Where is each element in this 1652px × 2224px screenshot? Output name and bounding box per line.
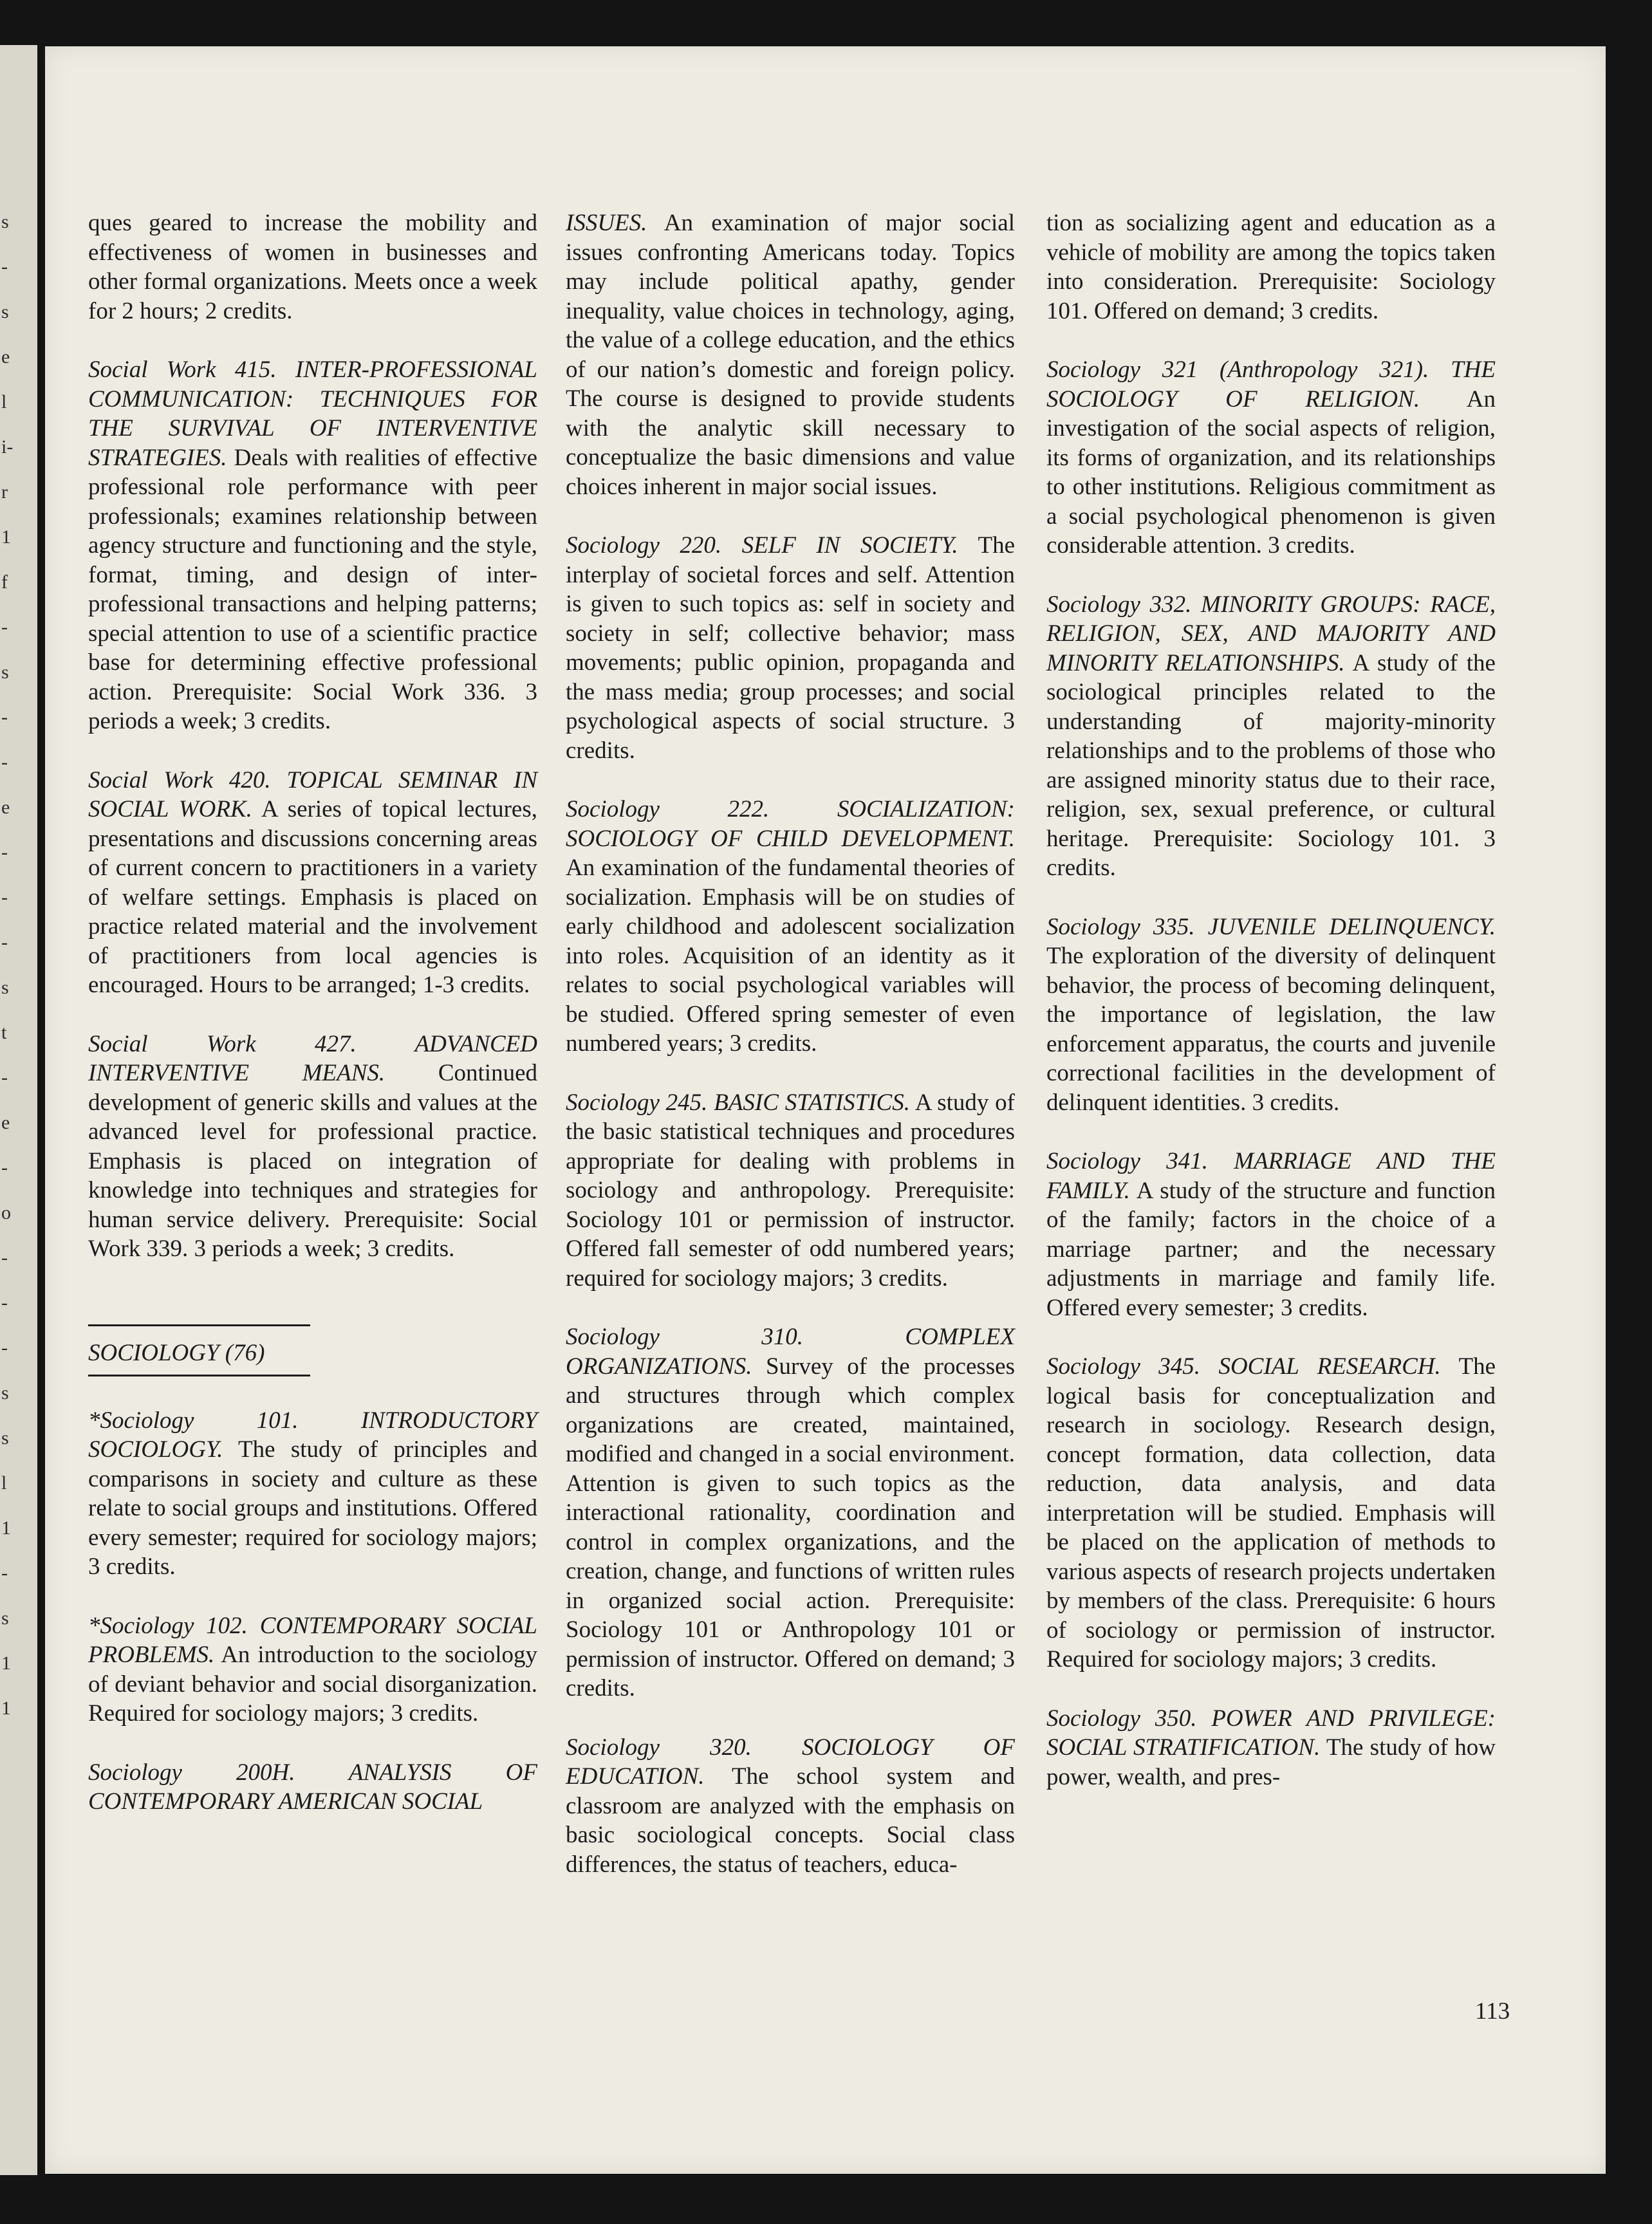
course-description: A study of the basic statistical techniques and procedures appropriate for dealing with problems in sociology and anthropology. Prerequisite: Sociology 101 or permission of instructor. Offered fall semester of odd numbered years; required for sociology majors; 3 credits. <box>566 1089 1015 1292</box>
course-entry-soc335 <box>1046 913 1496 1118</box>
column-left <box>88 208 537 1846</box>
column-middle <box>566 208 1015 1909</box>
course-title: Sociology 332. MINORITY GROUPS: RACE, RELIGION, SEX, AND MAJORITY AND MINORITY RELATIONSHIPS. <box>1046 591 1496 676</box>
course-entry-soc102 <box>88 1611 537 1728</box>
course-title: Social Work 427. ADVANCED INTERVENTIVE MEANS. <box>88 1030 537 1086</box>
course-entry-soc341 <box>1046 1147 1496 1322</box>
course-description: A study of the sociological principles related to the understanding of majority-minority relationships and to the problems of those who are assigned minority status due to their race, religion, sex, sexual preference, or cultural heritage. Prerequisite: Sociology 101. 3 credits. <box>1046 649 1496 881</box>
course-title: Sociology 320. SOCIOLOGY OF EDUCATION. <box>566 1734 1015 1790</box>
page-number: 113 <box>1475 1998 1510 2025</box>
course-entry-soc200h-continued <box>566 208 1015 501</box>
course-description: An investigation of the social aspects of religion, its forms of organization, and its relationships to other institutions. Religious commitment as a social psychological phenomenon is given considerable attention. 3 credits. <box>1046 385 1496 559</box>
course-description: Deals with realities of effective professional role performance with peer professionals; examines relationship between agency structure and functioning and the style, format, timing, and design of inter-professional transactions and helping patterns; special attention to use of a scientific practice base for determining effective professional action. Prerequisite: Social Work 336. 3 periods a week; 3 credits. <box>88 444 537 734</box>
course-title: *Sociology 101. INTRODUCTORY SOCIOLOGY. <box>88 1407 537 1463</box>
course-title: Sociology 350. POWER AND PRIVILEGE: SOCIAL STRATIFICATION. <box>1046 1705 1496 1761</box>
course-description: The study of principles and comparisons in society and culture as these relate to social groups and institutions. Offered every semester; required for sociology majors; 3 credits. <box>88 1436 537 1580</box>
adjacent-page-edge <box>0 45 37 2175</box>
course-title: Sociology 245. BASIC STATISTICS. <box>566 1089 910 1116</box>
course-entry-soc101 <box>88 1406 537 1582</box>
section-heading-sociology: SOCIOLOGY (76) <box>88 1324 310 1376</box>
course-description: The exploration of the diversity of delinquent behavior, the process of becoming delinquent, the importance of legislation, the law enforcement apparatus, the courts and juvenile correctional facilities in the development of delinquent identities. 3 credits. <box>1046 943 1496 1116</box>
course-description: A study of the structure and function of the family; factors in the choice of a marriage partner; and the necessary adjustments in marriage and family life. Offered every semester; 3 credits. <box>1046 1177 1496 1321</box>
course-title: Sociology 200H. ANALYSIS OF CONTEMPORARY AMERICAN SOCIAL <box>88 1759 537 1815</box>
course-description: The interplay of societal forces and self. Attention is given to such topics as: self in society and society in self; collective behavior; mass movements; public opinion, propaganda and the mass media; group processes; and social psychological aspects of social structure. 3 credits. <box>566 532 1015 764</box>
course-title: Sociology 222. SOCIALIZATION: SOCIOLOGY OF CHILD DEVELOPMENT. <box>566 796 1015 852</box>
course-entry-soc332 <box>1046 590 1496 883</box>
course-entry-soc345 <box>1046 1352 1496 1674</box>
continued-entry-text: tion as socializing agent and education as a vehicle of mobility are among the topics taken into consideration. Prerequisite: Sociology 101. Offered on demand; 3 credits. <box>1046 210 1496 324</box>
course-description: Continued development of generic skills and values at the advanced level for professional practice. Emphasis is placed on integration of knowledge into techniques and strategies for human service delivery. Prerequisite: Social Work 339. 3 periods a week; 3 credits. <box>88 1060 537 1262</box>
adjacent-page-text-fragments: s - s e l i- r 1 f - s - - e - - - s t - e - o - - - s s l 1 - s 1 1 <box>1 211 14 1719</box>
course-title: Social Work 420. TOPICAL SEMINAR IN SOCIAL WORK. <box>88 766 537 822</box>
course-title: Sociology 321 (Anthropology 321). THE SOCIOLOGY OF RELIGION. <box>1046 357 1496 412</box>
course-title: *Sociology 102. CONTEMPORARY SOCIAL PROBLEMS. <box>88 1612 537 1668</box>
course-entry-soc220 <box>566 531 1015 765</box>
course-entry-soc200h <box>88 1758 537 1817</box>
course-description: Survey of the processes and structures through which complex organizations are created, maintained, modified and changed in a social environment. Attention is given to such topics as the interactional rationality, coordination and control in complex organizations, and the creation, change, and functions of written rules in organized social action. Prerequisite: Sociology 101 or Anthropology 101 or permission of instructor. Offered on demand; 3 credits. <box>566 1353 1015 1701</box>
course-title: Sociology 345. SOCIAL RESEARCH. <box>1046 1353 1441 1380</box>
course-entry-sw420 <box>88 766 537 1000</box>
course-entry-soc350 <box>1046 1704 1496 1792</box>
course-entry-soc310 <box>566 1322 1015 1703</box>
course-description: A series of topical lectures, presentations and discussions concerning areas of current concern to practitioners in a variety of welfare settings. Emphasis is placed on practice related material and the involvement of practitioners from local agencies is encouraged. Hours to be arranged; 1-3 credits. <box>88 796 537 998</box>
course-entry-sw415 <box>88 355 537 736</box>
course-title: Sociology 341. MARRIAGE AND THE FAMILY. <box>1046 1148 1496 1204</box>
course-description: The school system and classroom are analyzed with the emphasis on basic sociological concepts. Social class differences, the status of teachers, educa- <box>566 1763 1015 1878</box>
course-description: The logical basis for conceptualization and research in sociology. Research design, concept formation, data collection, data reduction, data analysis, and data interpretation will be studied. Emphasis will be placed on the application of methods to various aspects of research projects undertaken by members of the class. Prerequisite: 6 hours of sociology or permission of instructor. Required for sociology majors; 3 credits. <box>1046 1353 1496 1673</box>
course-description: An examination of the fundamental theories of socialization. Emphasis will be on studies of early childhood and adolescent socialization into roles. Acquisition of an identity as it relates to social psychological variables will be studied. Offered spring semester of even numbered years; 3 credits. <box>566 855 1015 1057</box>
course-entry-soc245 <box>566 1088 1015 1293</box>
catalog-page <box>45 46 1606 2174</box>
course-entry-sw427 <box>88 1030 537 1264</box>
column-right <box>1046 208 1496 1821</box>
course-entry-soc320 <box>566 1733 1015 1880</box>
course-title: Social Work 415. INTER-PROFESSIONAL COMMUNICATION: TECHNIQUES FOR THE SURVIVAL OF INTERVENTIVE STRATEGIES. <box>88 357 537 471</box>
course-description: An introduction to the sociology of deviant behavior and social disorganization. Required for sociology majors; 3 credits. <box>88 1642 537 1727</box>
course-title: Sociology 220. SELF IN SOCIETY. <box>566 532 958 559</box>
course-title: ISSUES. <box>566 210 647 236</box>
course-description: An examination of major social issues confronting Americans today. Topics may include political apathy, gender inequality, value choices in technology, aging, the value of a college education, and the ethics of our nation’s domestic and foreign policy. The course is designed to provide students with the analytic skill necessary to conceptualize the basic dimensions and value choices inherent in major social issues. <box>566 210 1015 500</box>
continued-entry-text: ques geared to increase the mobility and effectiveness of women in businesses and other formal organizations. Meets once a week for 2 hours; 2 credits. <box>88 210 537 324</box>
course-title: Sociology 335. JUVENILE DELINQUENCY. <box>1046 913 1496 940</box>
course-description: The study of how power, wealth, and pres- <box>1046 1734 1496 1790</box>
course-entry-soc222 <box>566 795 1015 1059</box>
course-title: Sociology 310. COMPLEX ORGANIZATIONS. <box>566 1324 1015 1380</box>
course-entry-soc321 <box>1046 355 1496 561</box>
